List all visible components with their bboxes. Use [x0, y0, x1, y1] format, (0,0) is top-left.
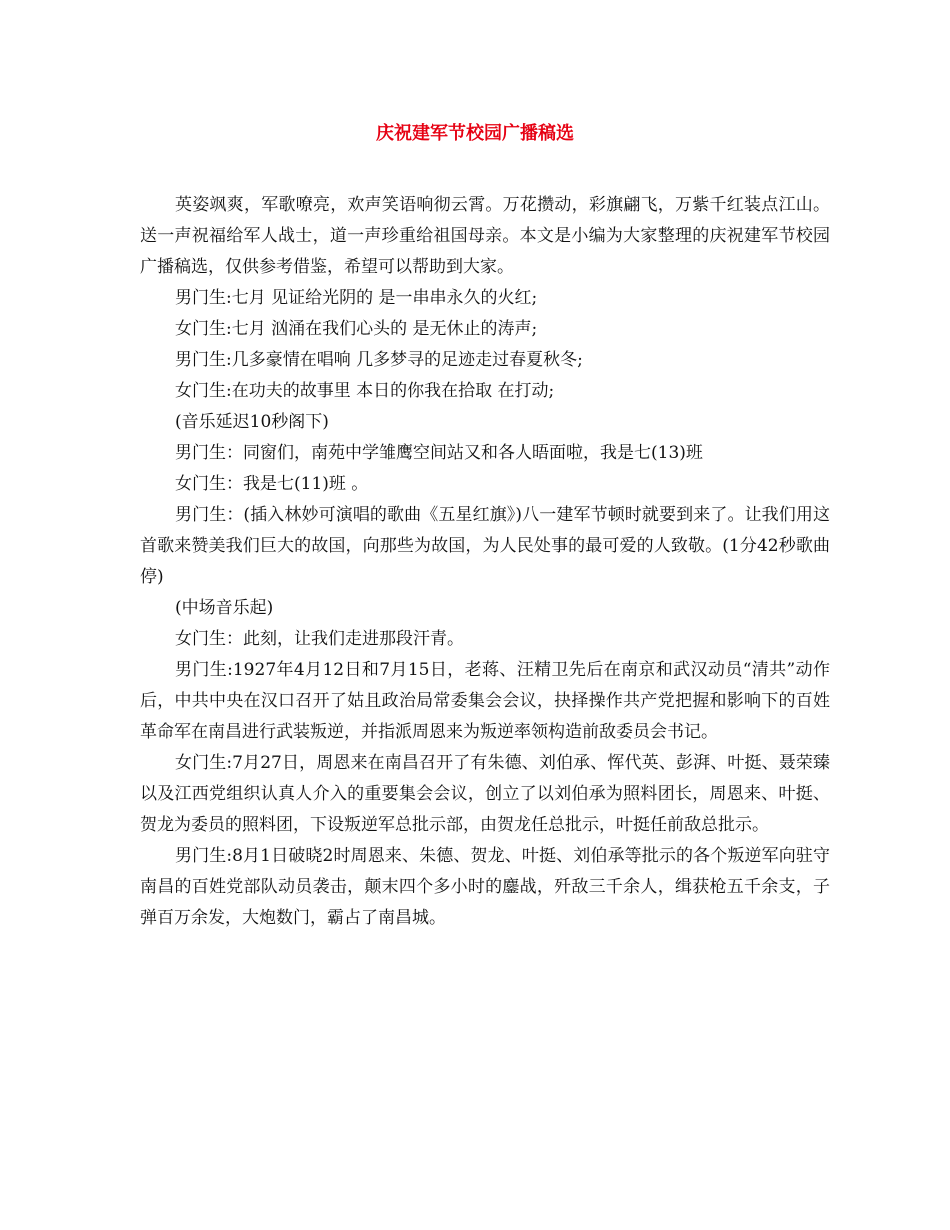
paragraph-line: 女门生:七月 汹涌在我们心头的 是无休止的涛声;	[175, 319, 538, 339]
paragraph-intro: 英姿飒爽，军歌嘹亮，欢声笑语响彻云霄。万花攒动，彩旗翩飞，万紫千红装点江山。送一声祝福给军人战士，道一声珍重给祖国母亲。本文是小编为大家整理的庆祝建军节校园广播稿选，仅供参考借鉴，希望可以帮助到大家。	[140, 195, 830, 277]
paragraph-line: 男门生：(插入林妙可演唱的歌曲《五星红旗》)八一建军节顿时就要到来了。让我们用这首歌来赞美我们巨大的故国，向那些为故国，为人民处事的最可爱的人致敬。(1分42秒歌曲停)	[140, 505, 830, 587]
paragraph-line: 男门生:七月 见证给光阴的 是一串串永久的火红;	[175, 288, 538, 308]
paragraph-line: 女门生：此刻，让我们走进那段汗青。	[175, 629, 464, 649]
paragraph-line: 男门生:1927年4月12日和7月15日，老蒋、汪精卫先后在南京和武汉动员“清共”动作后，中共中央在汉口召开了姑且政治局常委集会会议，抉择操作共产党把握和影响下的百姓革命军在南昌进行武装叛逆，并指派周恩来为叛逆率领构造前敌委员会书记。	[140, 660, 830, 742]
paragraph-line: 男门生:几多豪情在唱响 几多梦寻的足迹走过春夏秋冬;	[175, 350, 583, 370]
paragraph-line: 女门生:在功夫的故事里 本日的你我在拾取 在打动;	[175, 381, 555, 401]
document-body	[140, 190, 830, 934]
paragraph-line: 男门生:8月1日破晓2时周恩来、朱德、贺龙、叶挺、刘伯承等批示的各个叛逆军向驻守南昌的百姓党部队动员袭击，颠末四个多小时的鏖战，歼敌三千余人，缉获枪五千余支，子弹百万余发，大炮数门，霸占了南昌城。	[140, 846, 830, 928]
document-title: 庆祝建军节校园广播稿选	[376, 123, 574, 144]
paragraph-line: 女门生：我是七(11)班 。	[175, 474, 369, 494]
paragraph-line: 女门生:7月27日，周恩来在南昌召开了有朱德、刘伯承、恽代英、彭湃、叶挺、聂荣臻以及江西党组织认真人介入的重要集会会议，创立了以刘伯承为照料团长，周恩来、叶挺、贺龙为委员的照料团，下设叛逆军总批示部，由贺龙任总批示，叶挺任前敌总批示。	[140, 753, 830, 835]
stage-direction: (中场音乐起)	[175, 598, 274, 618]
stage-direction: (音乐延迟10秒阁下)	[175, 412, 329, 432]
paragraph-line: 男门生：同窗们，南苑中学雏鹰空间站又和各人晤面啦，我是七(13)班	[175, 443, 703, 463]
